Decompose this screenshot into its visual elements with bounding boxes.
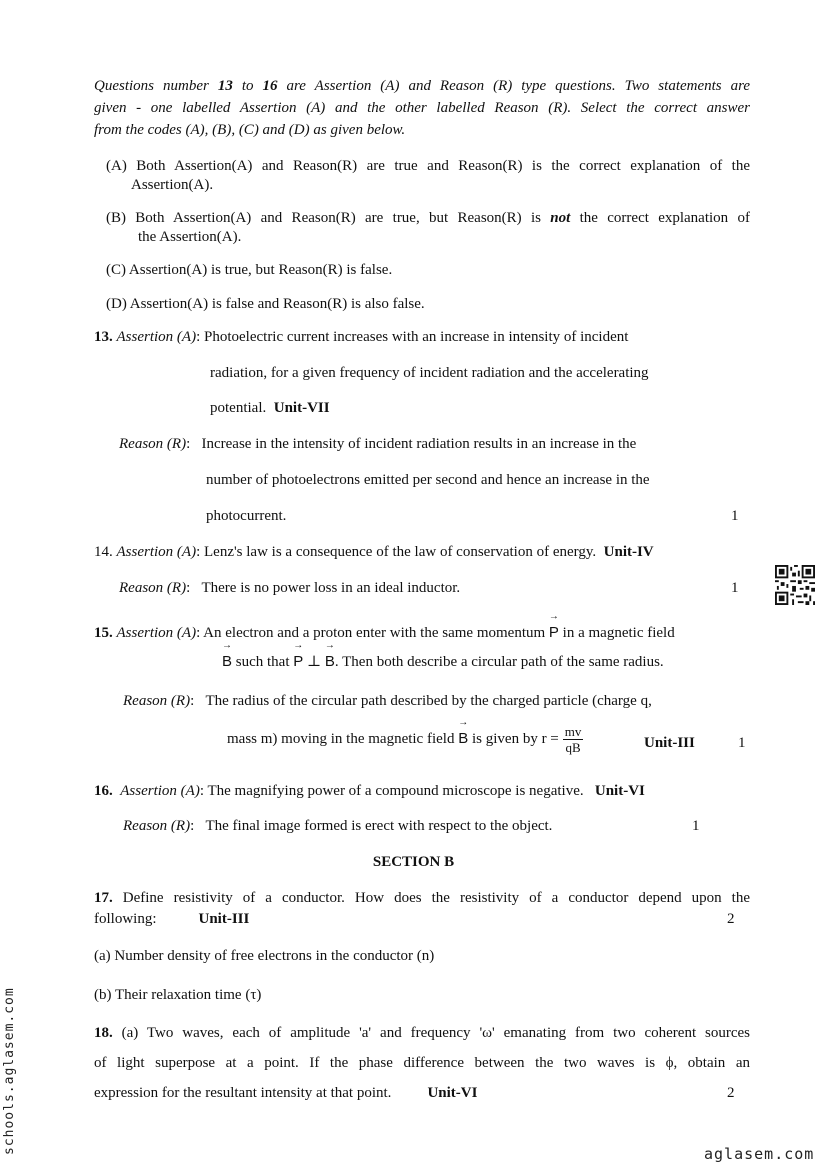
q15-assertion-line-2: → B such that → P ⊥ → B. Then both describe a circular path of the same radius.	[222, 640, 664, 670]
q16-reason: Reason (R): The final image formed is erect with respect to the object.	[123, 818, 553, 834]
q14-unit: Unit-IV	[603, 544, 654, 560]
q13-marks: 1	[731, 508, 739, 524]
q13-reason-line-3: photocurrent.	[206, 508, 287, 524]
radius-formula: $\frac{mv}{qB}$	[564, 724, 582, 755]
option-d: (D) Assertion(A) is false and Reason(R) is also false.	[106, 296, 425, 312]
q13-unit: Unit-VII	[273, 400, 330, 416]
q14-marks: 1	[731, 580, 739, 596]
q15-assertion: 15. Assertion (A): An electron and a proton enter with the same momentum → P in a magnetic field	[94, 611, 675, 641]
option-c: (C) Assertion(A) is true, but Reason(R) is false.	[106, 262, 393, 278]
q15-marks: 1	[738, 735, 746, 751]
instructions-line-2: given - one labelled Assertion (A) and the other labelled Reason (R). Select the correct answer	[94, 100, 750, 116]
q18-question: 18. (a) Two waves, each of amplitude 'a' and frequency 'ω' emanating from two coherent sources	[94, 1025, 751, 1041]
option-a-line-2: Assertion(A).	[131, 177, 214, 193]
q18-question-line-3: expression for the resultant intensity at that point. Unit-VI	[94, 1085, 478, 1101]
bottom-watermark: aglasem.com	[704, 1145, 815, 1163]
q13-reason: Reason (R): Increase in the intensity of incident radiation results in an increase in the	[119, 436, 637, 452]
instructions-line-1: Questions number 13 to 16 are Assertion (A) and Reason (R) type questions. Two statements are	[94, 78, 751, 94]
momentum-vector: → P	[548, 611, 559, 641]
q16-assertion: 16. Assertion (A): The magnifying power of a compound microscope is negative. Unit-VI	[94, 783, 645, 799]
q16-unit: Unit-VI	[594, 783, 645, 799]
q13-assertion-line-2: radiation, for a given frequency of incident radiation and the accelerating	[210, 365, 649, 381]
q17-part-b: (b) Their relaxation time (τ)	[94, 987, 262, 1003]
q18-unit: Unit-VI	[427, 1085, 478, 1101]
option-b-line-1: (B) Both Assertion(A) and Reason(R) are true, but Reason(R) is not the correct explanation of	[106, 210, 750, 226]
q18-question-line-2: of light superpose at a point. If the phase difference between the two waves is ϕ, obtain an	[94, 1055, 750, 1071]
side-watermark: schools.aglasem.com	[2, 987, 17, 1155]
q14-assertion: 14. Assertion (A): Lenz's law is a consequence of the law of conservation of energy. Unit-IV	[94, 544, 654, 560]
instructions-line-3: from the codes (A), (B), (C) and (D) as given below.	[94, 122, 406, 138]
q17-unit: Unit-III	[198, 911, 250, 927]
magnetic-field-vector: → B	[222, 640, 233, 670]
q13-assertion: 13. Assertion (A): Photoelectric current increases with an increase in intensity of incident	[94, 329, 629, 345]
qr-code	[775, 565, 815, 605]
q17-marks: 2	[727, 911, 735, 927]
q14-reason: Reason (R): There is no power loss in an ideal inductor.	[119, 580, 461, 596]
q13-reason-line-2: number of photoelectrons emitted per second and hence an increase in the	[206, 472, 650, 488]
q17-question: 17. Define resistivity of a conductor. How does the resistivity of a conductor depend upon the	[94, 890, 751, 906]
q13-assertion-line-3: potential. Unit-VII	[210, 400, 330, 416]
section-b-heading: SECTION B	[372, 854, 455, 870]
q17-question-line-2: following: Unit-III	[94, 911, 250, 927]
q18-marks: 2	[727, 1085, 735, 1101]
q15-reason-line-2: mass m) moving in the magnetic field → B is given by r = $\frac{mv}{qB}$	[227, 716, 582, 755]
option-a-line-1: (A) Both Assertion(A) and Reason(R) are true and Reason(R) is the correct explanation of the	[106, 158, 750, 174]
q15-unit: Unit-III	[644, 735, 695, 751]
q15-reason: Reason (R): The radius of the circular path described by the charged particle (charge q,	[123, 693, 652, 709]
option-b-line-2: the Assertion(A).	[138, 229, 242, 245]
q17-part-a: (a) Number density of free electrons in the conductor (n)	[94, 948, 435, 964]
q16-marks: 1	[692, 818, 700, 834]
